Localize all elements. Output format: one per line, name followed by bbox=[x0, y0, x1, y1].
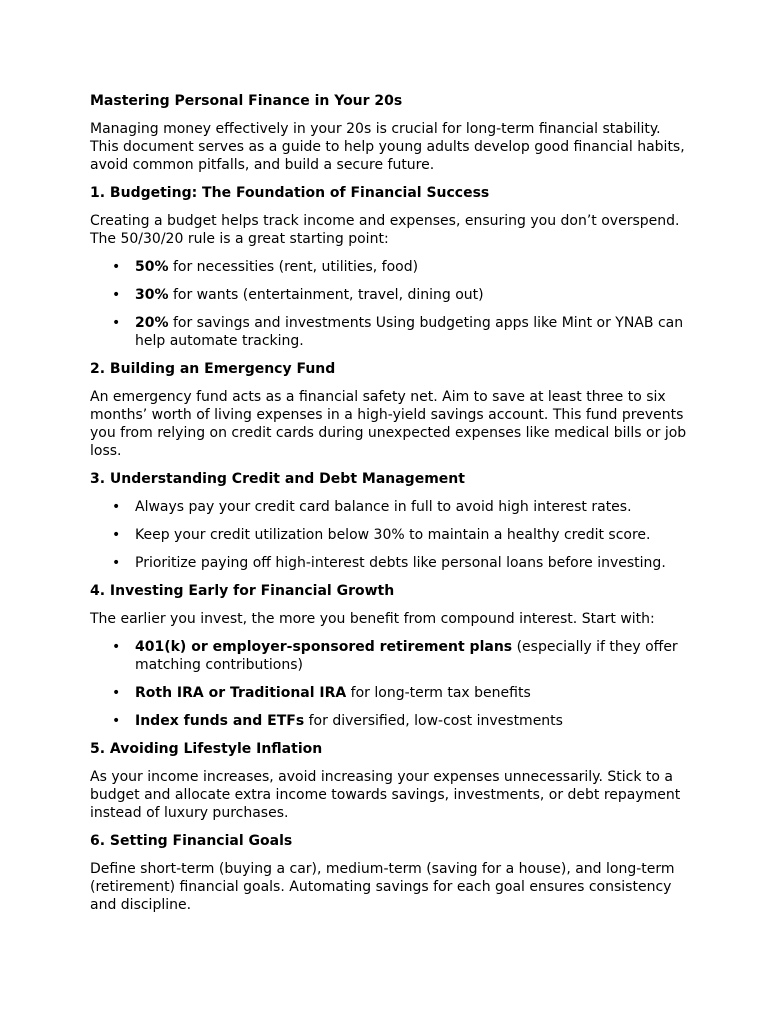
section-heading: 4. Investing Early for Financial Growth bbox=[90, 583, 395, 599]
item-text: for diversified, low-cost investments bbox=[304, 713, 563, 729]
intro-paragraph: Managing money effectively in your 20s is crucial for long-term financial stability. This document serves as a guide to help young adults develop good financial habits, avoid common pitfalls, and build a secure future. bbox=[90, 121, 685, 173]
section-paragraph: As your income increases, avoid increasing your expenses unnecessarily. Stick to a budget and allocate extra income towards savings, investments, or debt repayment instead of luxury purchases. bbox=[90, 769, 681, 821]
bullet-list bbox=[90, 498, 688, 572]
section-heading: 1. Budgeting: The Foundation of Financial Success bbox=[90, 185, 490, 201]
list-item bbox=[90, 554, 688, 572]
list-item bbox=[90, 526, 688, 544]
item-text: for wants (entertainment, travel, dining out) bbox=[168, 287, 484, 303]
item-text: for long-term tax benefits bbox=[346, 685, 531, 701]
document-title: Mastering Personal Finance in Your 20s bbox=[90, 93, 403, 109]
item-text: Keep your credit utilization below 30% to maintain a healthy credit score. bbox=[135, 527, 651, 543]
bullet-icon: • bbox=[112, 287, 121, 303]
item-text: (especially if they offer matching contributions) bbox=[135, 639, 678, 673]
list-item bbox=[90, 258, 688, 276]
item-text: Prioritize paying off high-interest debts like personal loans before investing. bbox=[135, 555, 666, 571]
list-item bbox=[90, 684, 688, 702]
section-lifestyle-inflation bbox=[90, 740, 688, 822]
bullet-icon: • bbox=[112, 713, 121, 729]
bullet-icon: • bbox=[112, 259, 121, 275]
bullet-icon: • bbox=[112, 315, 121, 331]
section-heading: 5. Avoiding Lifestyle Inflation bbox=[90, 741, 323, 757]
item-bold-text: 50% bbox=[135, 259, 169, 275]
item-bold-text: 30% bbox=[135, 287, 169, 303]
bullet-list bbox=[90, 638, 688, 730]
section-paragraph: The earlier you invest, the more you benefit from compound interest. Start with: bbox=[90, 611, 655, 627]
list-item bbox=[90, 498, 688, 516]
section-paragraph: Define short-term (buying a car), medium-term (saving for a house), and long-term (retirement) financial goals. Automating savings for each goal ensures consistency and discipline. bbox=[90, 861, 675, 913]
section-heading: 2. Building an Emergency Fund bbox=[90, 361, 336, 377]
item-text: for necessities (rent, utilities, food) bbox=[168, 259, 419, 275]
section-credit-debt bbox=[90, 470, 688, 572]
item-bold-text: 20% bbox=[135, 315, 169, 331]
section-paragraph: An emergency fund acts as a financial safety net. Aim to save at least three to six months’ worth of living expenses in a high-yield savings account. This fund prevents you from relying on credit cards during unexpected expenses like medical bills or job loss. bbox=[90, 389, 687, 459]
section-investing bbox=[90, 582, 688, 730]
bullet-icon: • bbox=[112, 639, 121, 655]
bullet-list bbox=[90, 258, 688, 350]
item-bold-text: Roth IRA or Traditional IRA bbox=[135, 685, 347, 701]
list-item bbox=[90, 286, 688, 304]
bullet-icon: • bbox=[112, 499, 121, 515]
item-text: for savings and investments Using budgeting apps like Mint or YNAB can help automate tracking. bbox=[135, 315, 684, 349]
list-item bbox=[90, 712, 688, 730]
section-heading: 3. Understanding Credit and Debt Management bbox=[90, 471, 465, 487]
item-bold-text: Index funds and ETFs bbox=[135, 713, 305, 729]
section-heading: 6. Setting Financial Goals bbox=[90, 833, 293, 849]
section-paragraph: Creating a budget helps track income and expenses, ensuring you don’t overspend. The 50/30/20 rule is a great starting point: bbox=[90, 213, 680, 247]
bullet-icon: • bbox=[112, 527, 121, 543]
bullet-icon: • bbox=[112, 555, 121, 571]
bullet-icon: • bbox=[112, 685, 121, 701]
section-emergency-fund bbox=[90, 360, 688, 460]
item-text: Always pay your credit card balance in full to avoid high interest rates. bbox=[135, 499, 632, 515]
item-bold-text: 401(k) or employer-sponsored retirement plans bbox=[135, 639, 513, 655]
list-item bbox=[90, 314, 688, 350]
section-financial-goals bbox=[90, 832, 688, 914]
list-item bbox=[90, 638, 688, 674]
section-budgeting bbox=[90, 184, 688, 350]
